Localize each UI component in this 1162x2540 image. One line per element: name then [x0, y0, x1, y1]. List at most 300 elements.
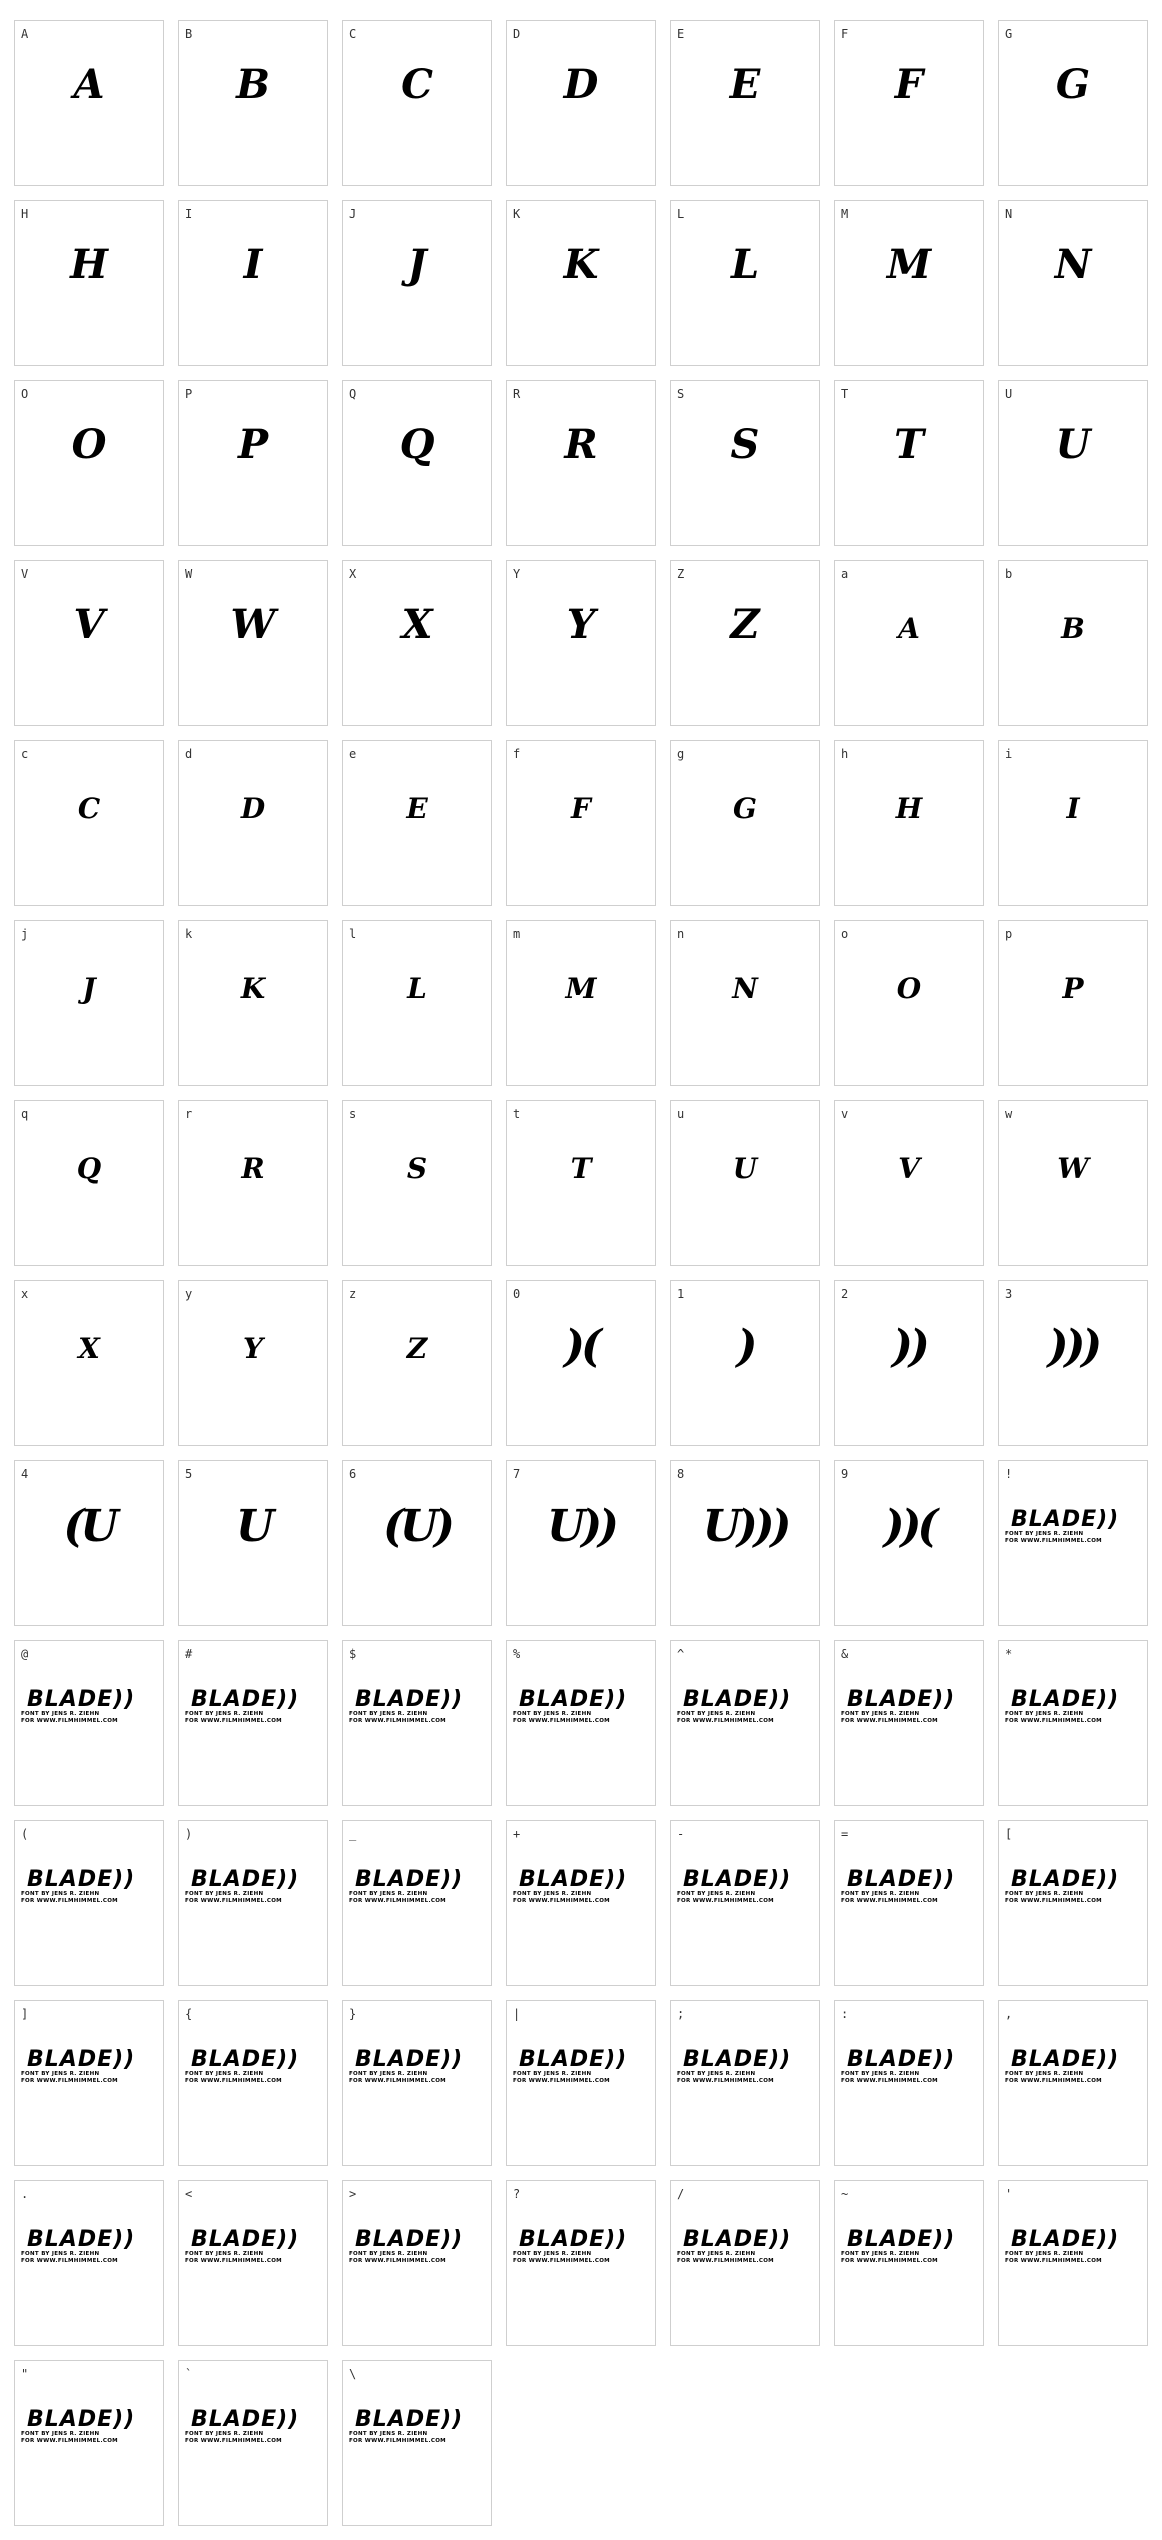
notice-website-line: FOR WWW.FILMHIMMEL.COM — [185, 1898, 282, 1904]
glyph-cell — [506, 380, 656, 546]
notice-title: BLADE)) — [1011, 2047, 1120, 2072]
notice-title: BLADE)) — [519, 1867, 628, 1892]
glyph-cell — [14, 200, 164, 366]
glyph-cell — [342, 2180, 492, 2346]
glyph-label: & — [841, 1647, 849, 1661]
glyph-cell — [506, 1280, 656, 1446]
notice-author-line: FONT BY JENS R. ZIEHN — [841, 1891, 920, 1897]
notice-title: BLADE)) — [355, 2407, 464, 2432]
notice-author-line: FONT BY JENS R. ZIEHN — [1005, 1891, 1084, 1897]
glyph-preview: )( — [564, 1321, 598, 1372]
glyph-preview: G — [733, 792, 757, 825]
glyph-label: K — [513, 207, 521, 221]
glyph-label: U — [1005, 387, 1013, 401]
notice-author-line: FONT BY JENS R. ZIEHN — [513, 1891, 592, 1897]
glyph-preview: E — [406, 792, 428, 825]
notice-website-line: FOR WWW.FILMHIMMEL.COM — [185, 2438, 282, 2444]
glyph-label: 8 — [677, 1467, 685, 1481]
notice-website-line: FOR WWW.FILMHIMMEL.COM — [841, 2078, 938, 2084]
glyph-label: V — [21, 567, 29, 581]
glyph-label: ; — [677, 2007, 685, 2021]
glyph-label: M — [841, 207, 849, 221]
glyph-label: \ — [349, 2367, 357, 2381]
glyph-cell — [506, 740, 656, 906]
notice-title: BLADE)) — [27, 1687, 136, 1712]
glyph-cell — [14, 1100, 164, 1266]
notice-title: BLADE)) — [27, 2047, 136, 2072]
glyph-label: 5 — [185, 1467, 193, 1481]
glyph-cell — [14, 20, 164, 186]
glyph-label: ` — [185, 2367, 193, 2381]
glyph-label: 4 — [21, 1467, 29, 1481]
glyph-label: W — [185, 567, 193, 581]
notice-website-line: FOR WWW.FILMHIMMEL.COM — [349, 1898, 446, 1904]
glyph-preview: B — [236, 61, 270, 108]
notice-website-line: FOR WWW.FILMHIMMEL.COM — [185, 2258, 282, 2264]
glyph-preview: M — [565, 972, 597, 1005]
glyph-grid — [14, 20, 1148, 2526]
notice-author-line: FONT BY JENS R. ZIEHN — [185, 1711, 264, 1717]
font-credit-notice — [1005, 1869, 1143, 1905]
font-credit-notice — [349, 1689, 487, 1725]
glyph-label: E — [677, 27, 685, 41]
font-credit-notice — [349, 2049, 487, 2085]
glyph-preview: Z — [406, 1332, 428, 1365]
notice-author-line: FONT BY JENS R. ZIEHN — [677, 1891, 756, 1897]
glyph-preview: J — [407, 241, 427, 288]
notice-website-line: FOR WWW.FILMHIMMEL.COM — [513, 2258, 610, 2264]
glyph-preview: U — [235, 1501, 271, 1552]
glyph-label: O — [21, 387, 29, 401]
notice-title: BLADE)) — [683, 1867, 792, 1892]
notice-website-line: FOR WWW.FILMHIMMEL.COM — [513, 1898, 610, 1904]
glyph-preview: )) — [892, 1321, 926, 1372]
glyph-label: + — [513, 1827, 521, 1841]
font-credit-notice — [677, 1869, 815, 1905]
glyph-cell — [998, 1100, 1148, 1266]
glyph-label: > — [349, 2187, 357, 2201]
font-credit-notice — [677, 2229, 815, 2265]
glyph-cell — [834, 1280, 984, 1446]
glyph-cell — [178, 2000, 328, 2166]
notice-author-line: FONT BY JENS R. ZIEHN — [1005, 1531, 1084, 1537]
glyph-preview: J — [82, 972, 96, 1005]
glyph-label: 3 — [1005, 1287, 1013, 1301]
glyph-preview: ))) — [1047, 1321, 1099, 1372]
notice-title: BLADE)) — [355, 1867, 464, 1892]
glyph-label: 7 — [513, 1467, 521, 1481]
glyph-label: ( — [21, 1827, 29, 1841]
glyph-label: : — [841, 2007, 849, 2021]
notice-title: BLADE)) — [27, 1867, 136, 1892]
font-credit-notice — [21, 2049, 159, 2085]
glyph-cell — [342, 920, 492, 1086]
glyph-cell — [834, 1640, 984, 1806]
glyph-cell — [178, 560, 328, 726]
glyph-cell — [14, 2000, 164, 2166]
notice-author-line: FONT BY JENS R. ZIEHN — [185, 2431, 264, 2437]
glyph-cell — [14, 2360, 164, 2526]
glyph-cell — [670, 920, 820, 1086]
glyph-label: * — [1005, 1647, 1013, 1661]
notice-author-line: FONT BY JENS R. ZIEHN — [1005, 2071, 1084, 2077]
notice-title: BLADE)) — [355, 2227, 464, 2252]
notice-title: BLADE)) — [847, 1867, 956, 1892]
glyph-preview: M — [886, 241, 932, 288]
glyph-cell — [670, 1640, 820, 1806]
glyph-preview: A — [898, 612, 920, 645]
glyph-cell — [14, 1640, 164, 1806]
glyph-label: g — [677, 747, 685, 761]
glyph-preview: L — [407, 972, 427, 1005]
glyph-label: < — [185, 2187, 193, 2201]
glyph-label: e — [349, 747, 357, 761]
notice-title: BLADE)) — [355, 2047, 464, 2072]
glyph-label: t — [513, 1107, 521, 1121]
glyph-cell — [342, 1640, 492, 1806]
glyph-preview: H — [70, 241, 108, 288]
glyph-label: Q — [349, 387, 357, 401]
glyph-cell — [506, 1100, 656, 1266]
glyph-label: % — [513, 1647, 521, 1661]
font-credit-notice — [185, 1689, 323, 1725]
glyph-cell — [14, 740, 164, 906]
font-credit-notice — [841, 2229, 979, 2265]
font-credit-notice — [841, 1689, 979, 1725]
font-credit-notice — [1005, 1509, 1143, 1545]
glyph-cell — [342, 740, 492, 906]
font-credit-notice — [21, 2409, 159, 2445]
notice-author-line: FONT BY JENS R. ZIEHN — [677, 2071, 756, 2077]
glyph-cell — [834, 200, 984, 366]
notice-author-line: FONT BY JENS R. ZIEHN — [841, 1711, 920, 1717]
notice-title: BLADE)) — [191, 2227, 300, 2252]
glyph-label: R — [513, 387, 521, 401]
glyph-cell — [670, 1280, 820, 1446]
glyph-preview: (U) — [382, 1501, 451, 1552]
font-credit-notice — [185, 2409, 323, 2445]
glyph-preview: ))( — [883, 1501, 935, 1552]
font-credit-notice — [1005, 2049, 1143, 2085]
glyph-label: I — [185, 207, 193, 221]
notice-author-line: FONT BY JENS R. ZIEHN — [21, 2431, 100, 2437]
notice-website-line: FOR WWW.FILMHIMMEL.COM — [1005, 1718, 1102, 1724]
glyph-cell — [178, 1280, 328, 1446]
glyph-label: [ — [1005, 1827, 1013, 1841]
notice-title: BLADE)) — [191, 2047, 300, 2072]
notice-website-line: FOR WWW.FILMHIMMEL.COM — [349, 1718, 446, 1724]
glyph-cell — [14, 1460, 164, 1626]
glyph-cell — [670, 200, 820, 366]
glyph-label: = — [841, 1827, 849, 1841]
glyph-cell — [834, 2000, 984, 2166]
glyph-preview: F — [571, 792, 591, 825]
glyph-preview: G — [1055, 61, 1091, 108]
glyph-preview: C — [77, 792, 101, 825]
glyph-cell — [506, 2000, 656, 2166]
glyph-label: n — [677, 927, 685, 941]
glyph-cell — [14, 2180, 164, 2346]
glyph-preview: U))) — [702, 1501, 788, 1552]
glyph-label: j — [21, 927, 29, 941]
glyph-label: o — [841, 927, 849, 941]
glyph-preview: W — [1057, 1152, 1089, 1185]
glyph-label: A — [21, 27, 29, 41]
font-credit-notice — [185, 2049, 323, 2085]
glyph-preview: S — [730, 421, 760, 468]
glyph-label: / — [677, 2187, 685, 2201]
notice-author-line: FONT BY JENS R. ZIEHN — [677, 1711, 756, 1717]
glyph-label: S — [677, 387, 685, 401]
notice-website-line: FOR WWW.FILMHIMMEL.COM — [21, 1718, 118, 1724]
notice-title: BLADE)) — [519, 2227, 628, 2252]
glyph-label: F — [841, 27, 849, 41]
notice-website-line: FOR WWW.FILMHIMMEL.COM — [21, 2438, 118, 2444]
glyph-cell — [178, 1640, 328, 1806]
glyph-cell — [506, 920, 656, 1086]
notice-website-line: FOR WWW.FILMHIMMEL.COM — [1005, 2078, 1102, 2084]
glyph-cell — [670, 1100, 820, 1266]
notice-author-line: FONT BY JENS R. ZIEHN — [349, 1891, 428, 1897]
notice-author-line: FONT BY JENS R. ZIEHN — [185, 2251, 264, 2257]
notice-author-line: FONT BY JENS R. ZIEHN — [841, 2251, 920, 2257]
glyph-preview: (U — [63, 1501, 115, 1552]
notice-website-line: FOR WWW.FILMHIMMEL.COM — [841, 1898, 938, 1904]
glyph-preview: O — [71, 421, 107, 468]
notice-author-line: FONT BY JENS R. ZIEHN — [185, 2071, 264, 2077]
glyph-label: v — [841, 1107, 849, 1121]
glyph-preview: L — [730, 241, 760, 288]
glyph-preview: B — [1061, 612, 1085, 645]
glyph-cell — [998, 1460, 1148, 1626]
glyph-preview: Y — [566, 601, 596, 648]
glyph-preview: U — [1055, 421, 1091, 468]
font-credit-notice — [677, 2049, 815, 2085]
notice-website-line: FOR WWW.FILMHIMMEL.COM — [841, 2258, 938, 2264]
glyph-preview: Z — [730, 601, 760, 648]
glyph-cell — [178, 740, 328, 906]
glyph-label: ^ — [677, 1647, 685, 1661]
glyph-label: 0 — [513, 1287, 521, 1301]
glyph-cell — [178, 380, 328, 546]
glyph-preview: T — [894, 421, 924, 468]
glyph-label: ) — [185, 1827, 193, 1841]
font-credit-notice — [349, 1869, 487, 1905]
glyph-preview: D — [563, 61, 599, 108]
notice-author-line: FONT BY JENS R. ZIEHN — [185, 1891, 264, 1897]
glyph-cell — [178, 1820, 328, 1986]
glyph-label: L — [677, 207, 685, 221]
notice-website-line: FOR WWW.FILMHIMMEL.COM — [513, 2078, 610, 2084]
glyph-label: $ — [349, 1647, 357, 1661]
glyph-cell — [506, 560, 656, 726]
glyph-label: ' — [1005, 2187, 1013, 2201]
glyph-label: k — [185, 927, 193, 941]
glyph-label: b — [1005, 567, 1013, 581]
notice-title: BLADE)) — [1011, 1867, 1120, 1892]
glyph-preview: V — [73, 601, 105, 648]
glyph-cell — [506, 1460, 656, 1626]
glyph-label: P — [185, 387, 193, 401]
font-credit-notice — [185, 1869, 323, 1905]
glyph-cell — [998, 920, 1148, 1086]
glyph-cell — [998, 740, 1148, 906]
notice-title: BLADE)) — [519, 2047, 628, 2072]
glyph-preview: U)) — [546, 1501, 615, 1552]
font-credit-notice — [513, 2049, 651, 2085]
glyph-label: Z — [677, 567, 685, 581]
notice-author-line: FONT BY JENS R. ZIEHN — [677, 2251, 756, 2257]
glyph-label: q — [21, 1107, 29, 1121]
glyph-label: J — [349, 207, 357, 221]
glyph-cell — [506, 20, 656, 186]
notice-title: BLADE)) — [847, 1687, 956, 1712]
glyph-label: 6 — [349, 1467, 357, 1481]
glyph-label: u — [677, 1107, 685, 1121]
notice-title: BLADE)) — [355, 1687, 464, 1712]
glyph-cell — [178, 2360, 328, 2526]
notice-website-line: FOR WWW.FILMHIMMEL.COM — [21, 2078, 118, 2084]
notice-title: BLADE)) — [191, 1687, 300, 1712]
notice-title: BLADE)) — [27, 2407, 136, 2432]
glyph-cell — [670, 2000, 820, 2166]
font-credit-notice — [349, 2409, 487, 2445]
font-credit-notice — [841, 1869, 979, 1905]
notice-title: BLADE)) — [847, 2227, 956, 2252]
notice-author-line: FONT BY JENS R. ZIEHN — [513, 1711, 592, 1717]
font-credit-notice — [513, 1869, 651, 1905]
notice-website-line: FOR WWW.FILMHIMMEL.COM — [349, 2258, 446, 2264]
font-credit-notice — [677, 1689, 815, 1725]
glyph-preview: U — [732, 1152, 758, 1185]
glyph-label: X — [349, 567, 357, 581]
glyph-preview: N — [732, 972, 758, 1005]
notice-title: BLADE)) — [1011, 1507, 1120, 1532]
notice-author-line: FONT BY JENS R. ZIEHN — [21, 1891, 100, 1897]
glyph-cell — [670, 2180, 820, 2346]
glyph-preview: O — [896, 972, 922, 1005]
glyph-label: m — [513, 927, 521, 941]
glyph-cell — [342, 20, 492, 186]
notice-website-line: FOR WWW.FILMHIMMEL.COM — [677, 1718, 774, 1724]
glyph-label: z — [349, 1287, 357, 1301]
notice-title: BLADE)) — [683, 2047, 792, 2072]
glyph-preview: K — [240, 972, 266, 1005]
notice-title: BLADE)) — [27, 2227, 136, 2252]
glyph-cell — [834, 740, 984, 906]
glyph-cell — [670, 560, 820, 726]
glyph-cell — [834, 2180, 984, 2346]
glyph-cell — [342, 200, 492, 366]
glyph-cell — [14, 1280, 164, 1446]
glyph-cell — [998, 560, 1148, 726]
notice-website-line: FOR WWW.FILMHIMMEL.COM — [1005, 1898, 1102, 1904]
notice-title: BLADE)) — [683, 2227, 792, 2252]
glyph-label: G — [1005, 27, 1013, 41]
glyph-preview: S — [406, 1152, 428, 1185]
notice-website-line: FOR WWW.FILMHIMMEL.COM — [1005, 1538, 1102, 1544]
notice-website-line: FOR WWW.FILMHIMMEL.COM — [349, 2438, 446, 2444]
glyph-cell — [178, 200, 328, 366]
glyph-preview: I — [1066, 792, 1080, 825]
glyph-label: s — [349, 1107, 357, 1121]
glyph-label: T — [841, 387, 849, 401]
glyph-preview: ) — [736, 1321, 754, 1372]
notice-author-line: FONT BY JENS R. ZIEHN — [1005, 2251, 1084, 2257]
glyph-label: . — [21, 2187, 29, 2201]
notice-title: BLADE)) — [1011, 2227, 1120, 2252]
notice-website-line: FOR WWW.FILMHIMMEL.COM — [513, 1718, 610, 1724]
glyph-cell — [178, 20, 328, 186]
glyph-cell — [14, 380, 164, 546]
glyph-cell — [178, 2180, 328, 2346]
glyph-preview: Q — [76, 1152, 102, 1185]
glyph-label: Y — [513, 567, 521, 581]
glyph-label: # — [185, 1647, 193, 1661]
glyph-label: d — [185, 747, 193, 761]
notice-title: BLADE)) — [683, 1687, 792, 1712]
font-credit-notice — [21, 1689, 159, 1725]
glyph-cell — [14, 1820, 164, 1986]
glyph-label: B — [185, 27, 193, 41]
glyph-label: H — [21, 207, 29, 221]
glyph-cell — [998, 1280, 1148, 1446]
font-credit-notice — [1005, 1689, 1143, 1725]
glyph-cell — [342, 2000, 492, 2166]
glyph-label: ] — [21, 2007, 29, 2021]
glyph-preview: F — [894, 61, 924, 108]
glyph-preview: I — [243, 241, 263, 288]
font-credit-notice — [21, 1869, 159, 1905]
notice-website-line: FOR WWW.FILMHIMMEL.COM — [21, 2258, 118, 2264]
glyph-label: N — [1005, 207, 1013, 221]
glyph-cell — [506, 200, 656, 366]
glyph-preview: X — [401, 601, 433, 648]
glyph-label: ? — [513, 2187, 521, 2201]
glyph-preview: Y — [243, 1332, 263, 1365]
glyph-preview: X — [78, 1332, 100, 1365]
glyph-cell — [998, 2000, 1148, 2166]
glyph-cell — [670, 380, 820, 546]
glyph-cell — [834, 20, 984, 186]
glyph-cell — [342, 380, 492, 546]
glyph-cell — [342, 1100, 492, 1266]
glyph-preview: H — [895, 792, 923, 825]
glyph-preview: R — [241, 1152, 265, 1185]
glyph-preview: E — [729, 61, 761, 108]
glyph-cell — [834, 560, 984, 726]
glyph-preview: D — [240, 792, 266, 825]
notice-website-line: FOR WWW.FILMHIMMEL.COM — [185, 2078, 282, 2084]
glyph-cell — [998, 200, 1148, 366]
font-credit-notice — [1005, 2229, 1143, 2265]
glyph-cell — [834, 1100, 984, 1266]
glyph-label: - — [677, 1827, 685, 1841]
notice-website-line: FOR WWW.FILMHIMMEL.COM — [21, 1898, 118, 1904]
glyph-cell — [342, 1460, 492, 1626]
glyph-preview: A — [73, 61, 105, 108]
glyph-preview: W — [230, 601, 276, 648]
glyph-label: c — [21, 747, 29, 761]
glyph-preview: P — [237, 421, 269, 468]
glyph-label: D — [513, 27, 521, 41]
font-credit-notice — [21, 2229, 159, 2265]
glyph-preview: T — [570, 1152, 592, 1185]
notice-author-line: FONT BY JENS R. ZIEHN — [1005, 1711, 1084, 1717]
glyph-cell — [178, 1460, 328, 1626]
glyph-label: f — [513, 747, 521, 761]
glyph-label: " — [21, 2367, 29, 2381]
